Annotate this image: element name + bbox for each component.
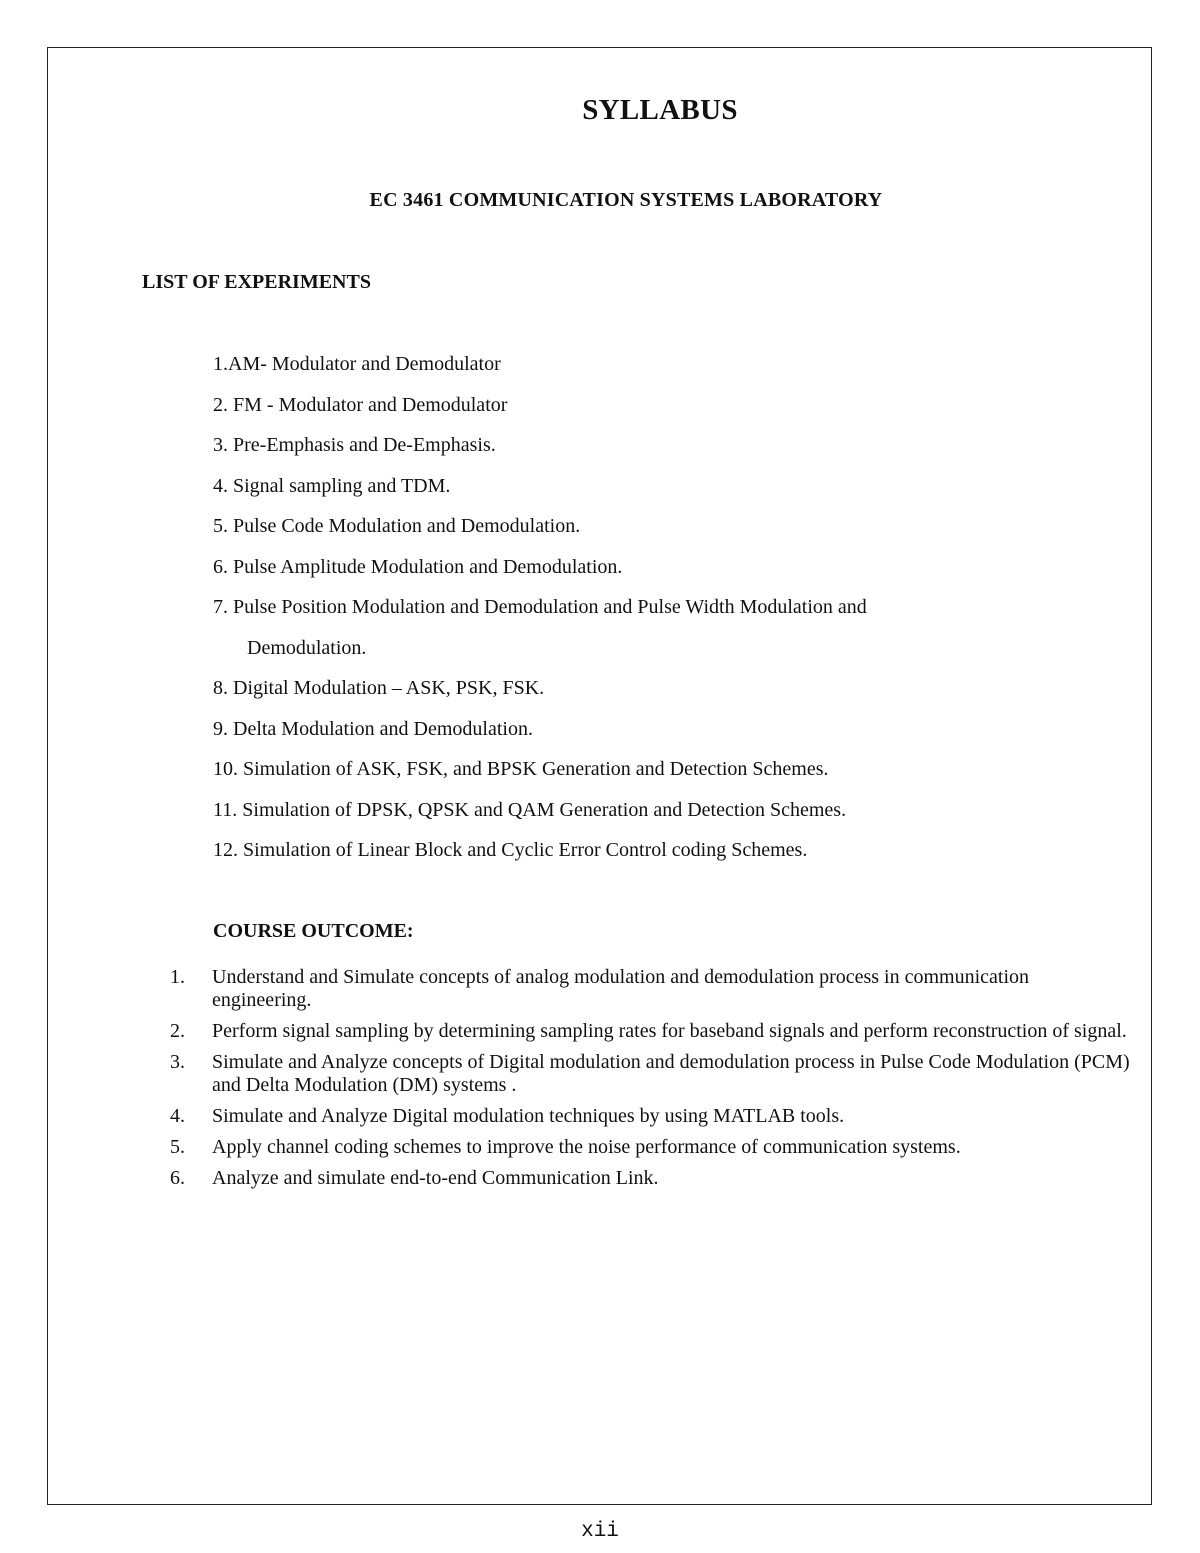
outcome-text: Apply channel coding schemes to improve the noise performance of communication systems. <box>212 1136 961 1158</box>
outcome-item <box>170 966 1130 1012</box>
outcome-item <box>170 1136 1130 1159</box>
outcome-item <box>170 1020 1130 1043</box>
outcome-text: Simulate and Analyze Digital modulation techniques by using MATLAB tools. <box>212 1105 845 1127</box>
outcome-number: 6. <box>170 1167 185 1189</box>
experiments-list <box>213 350 867 877</box>
outcome-text: Perform signal sampling by determining sampling rates for baseband signals and perform reconstruction of signal. <box>212 1020 1127 1042</box>
outcome-item <box>170 1167 1130 1190</box>
experiments-heading: LIST OF EXPERIMENTS <box>142 271 371 293</box>
course-title: EC 3461 COMMUNICATION SYSTEMS LABORATORY <box>369 189 883 211</box>
outcome-item <box>170 1051 1130 1097</box>
outcome-item <box>170 1105 1130 1128</box>
outcome-number: 1. <box>170 966 185 988</box>
experiment-item: 9. Delta Modulation and Demodulation. <box>213 717 533 740</box>
experiment-item: 1.AM- Modulator and Demodulator <box>213 353 501 375</box>
outcome-text: Analyze and simulate end-to-end Communication Link. <box>212 1167 659 1189</box>
experiment-item: 10. Simulation of ASK, FSK, and BPSK Generation and Detection Schemes. <box>213 758 829 780</box>
experiment-item: 6. Pulse Amplitude Modulation and Demodulation. <box>213 555 623 578</box>
course-outcome-heading: COURSE OUTCOME: <box>213 920 414 942</box>
outcome-number: 4. <box>170 1105 185 1127</box>
outcome-number: 2. <box>170 1020 185 1042</box>
experiment-item: 4. Signal sampling and TDM. <box>213 474 451 497</box>
experiment-item: 2. FM - Modulator and Demodulator <box>213 393 508 416</box>
experiment-item: 5. Pulse Code Modulation and Demodulation. <box>213 515 581 537</box>
page-number: xii <box>581 1520 619 1543</box>
experiment-item: 11. Simulation of DPSK, QPSK and QAM Generation and Detection Schemes. <box>213 798 847 821</box>
outcome-number: 3. <box>170 1051 185 1073</box>
experiment-item: 12. Simulation of Linear Block and Cyclic Error Control coding Schemes. <box>213 839 808 861</box>
course-outcome-list <box>170 966 1130 1198</box>
document-title: SYLLABUS <box>582 94 738 126</box>
outcome-text: Understand and Simulate concepts of analog modulation and demodulation process in communication engineering. <box>212 966 1030 1011</box>
experiment-item: 7. Pulse Position Modulation and Demodulation and Pulse Width Modulation and <box>213 596 867 618</box>
experiment-item: 8. Digital Modulation – ASK, PSK, FSK. <box>213 677 545 699</box>
experiment-item-continuation: Demodulation. <box>247 636 367 659</box>
outcome-text: Simulate and Analyze concepts of Digital modulation and demodulation process in Pulse Code Modulation (PCM) and Delta Modulation (DM) systems . <box>212 1051 1130 1096</box>
experiment-item: 3. Pre-Emphasis and De-Emphasis. <box>213 434 496 456</box>
outcome-number: 5. <box>170 1136 185 1158</box>
